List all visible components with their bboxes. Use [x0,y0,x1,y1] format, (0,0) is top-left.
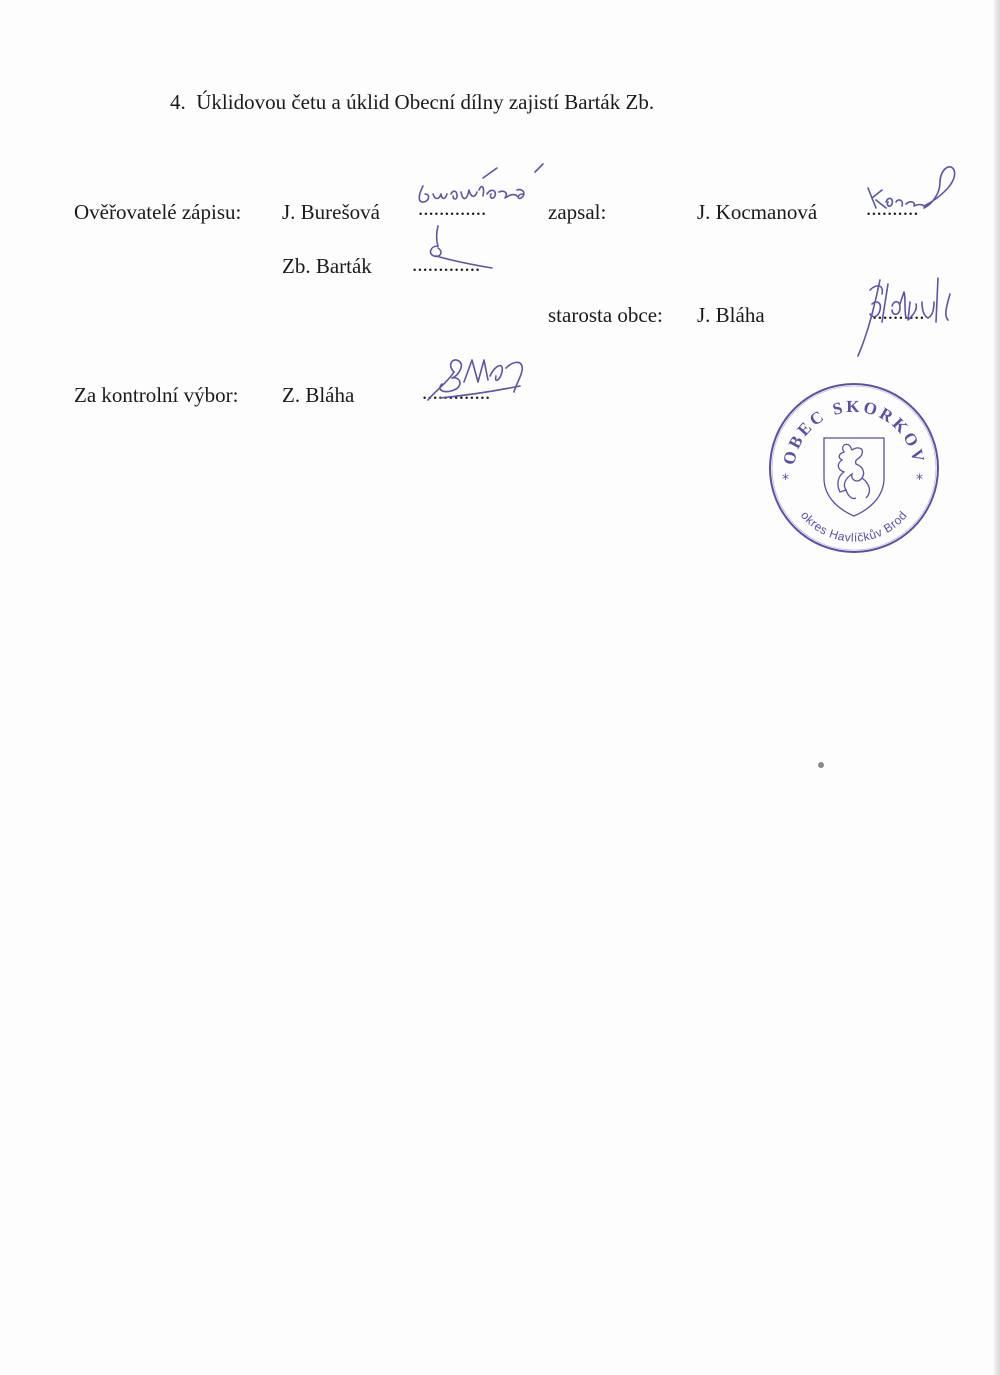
signature-blaha-mayor [846,258,966,362]
signature-bartak [420,222,530,274]
signature-blaha-control [420,346,540,408]
stamp-star-left-icon: * [782,472,789,488]
verifier-2-signature-line: ............. [412,252,481,276]
stamp-star-right-icon: * [916,472,923,488]
verifier-1-signature-line: ............. [418,196,487,220]
signature-buresova [405,150,555,220]
coat-of-arms-icon [824,438,884,516]
stamp-bottom-text: okres Havlíčkův Brod [797,508,911,545]
mayor-label: starosta obce: [548,303,663,327]
scan-edge [994,0,1000,1375]
svg-text:OBEC SKORKOV [779,397,929,467]
control-committee-name: Z. Bláha [282,383,355,407]
recorder-name: J. Kocmanová [697,200,818,224]
control-committee-signature-line: ............. [422,380,491,404]
verifiers-label: Ověřovatelé zápisu: [74,200,242,224]
signature-kocmanova [836,160,966,222]
mayor-name: J. Bláha [697,303,765,327]
recorder-label: zapsal: [548,200,607,224]
svg-text:okres Havlíčkův Brod [798,508,910,544]
control-committee-label: Za kontrolní výbor: [74,383,239,407]
scan-speck [818,762,824,768]
mayor-signature-line: .......... [872,300,925,324]
agenda-item-4 [170,90,654,114]
item-number: 4. [170,90,186,114]
recorder-signature-line: .......... [866,196,919,220]
stamp-obec-skorkov [766,380,942,556]
verifier-1-name: J. Burešová [282,200,380,224]
verifier-2-name: Zb. Barták [282,254,372,278]
item-text: Úklidovou četu a úklid Obecní dílny zajistí Barták Zb. [196,90,655,114]
stamp-top-text: OBEC SKORKOV [779,396,929,467]
